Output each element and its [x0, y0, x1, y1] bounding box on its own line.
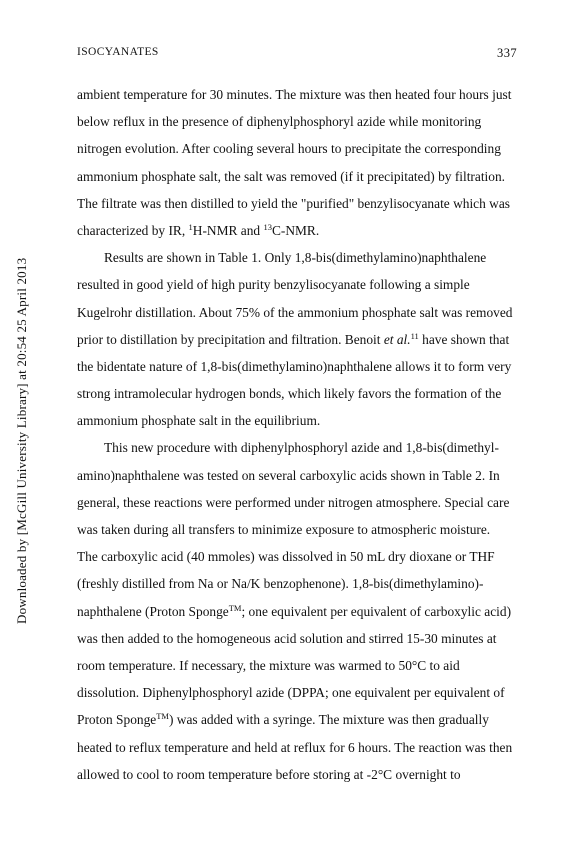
paragraph-start-line: This new procedure with diphenylphosphoryl azide and 1,8-bis(dimethyl- [104, 440, 499, 456]
text-run: C-NMR. [271, 222, 320, 238]
text-line: ambient temperature for 30 minutes. The mixture was then heated four hours just [77, 87, 512, 102]
download-watermark: Downloaded by [McGill University Library] at 20:54 25 April 2013 [14, 257, 29, 624]
text-line: dissolution. Diphenylphosphoryl azide (DPPA; one equivalent per equivalent of [77, 685, 505, 701]
page-number: 337 [497, 46, 517, 60]
text-line: room temperature. If necessary, the mixture was warmed to 50°C to aid [77, 657, 460, 673]
text-line: amino)naphthalene was tested on several carboxylic acids shown in Table 2. In [77, 467, 500, 483]
text-line: allowed to cool to room temperature before storing at -2°C overnight to [77, 766, 461, 782]
text-line: heated to reflux temperature and held at reflux for 6 hours. The reaction was then [77, 739, 513, 755]
trademark-superscript: TM [156, 711, 169, 722]
superscript: 13 [263, 221, 272, 232]
text-line: nitrogen evolution. After cooling several hours to precipitate the corresponding [77, 141, 501, 157]
text-run: ; one equivalent per equivalent of carboxylic acid) [241, 603, 512, 619]
text-line [77, 598, 517, 625]
text-run: naphthalene (Proton Sponge [77, 603, 229, 619]
text-line: Kugelrohr distillation. About 75% of the ammonium phosphate salt was removed [77, 304, 513, 320]
text-line: strong intramolecular hydrogen bonds, which likely favors the formation of the [77, 386, 502, 402]
body-text [77, 81, 517, 788]
text-line: general, these reactions were performed under nitrogen atmosphere. Special care [77, 494, 510, 510]
text-line: was taken during all transfers to minimize exposure to atmospheric moisture. [77, 522, 491, 537]
reference-superscript: 11 [410, 330, 419, 341]
text-run: H-NMR and [192, 222, 264, 238]
superscript: 1 [188, 221, 193, 232]
text-line: below reflux in the presence of diphenylphosphoryl azide while monitoring [77, 114, 482, 130]
text-line: resulted in good yield of high purity benzylisocyanate following a simple [77, 277, 470, 293]
text-line: The carboxylic acid (40 mmoles) was dissolved in 50 mL dry dioxane or THF [77, 549, 495, 565]
text-line: The filtrate was then distilled to yield the "purified" benzylisocyanate which was [77, 195, 510, 211]
italic-run: et al. [383, 331, 411, 347]
text-run: ) was added with a syringe. The mixture was then gradually [168, 712, 489, 728]
text-line [77, 217, 517, 244]
text-line: ammonium phosphate salt in the equilibrium. [77, 413, 321, 429]
text-line [77, 706, 517, 733]
text-line: the bidentate nature of 1,8-bis(dimethylamino)naphthalene allows it to form very [77, 358, 512, 374]
trademark-superscript: TM [228, 602, 242, 613]
text-run: characterized by IR, [77, 222, 189, 238]
running-title: ISOCYANATES [77, 46, 159, 58]
text-run: prior to distillation by precipitation and filtration. Benoit [77, 331, 384, 347]
text-run: have shown that [418, 331, 510, 347]
text-line: (freshly distilled from Na or Na/K benzophenone). 1,8-bis(dimethylamino)- [77, 576, 484, 592]
paragraph-start-line: Results are shown in Table 1. Only 1,8-bis(dimethylamino)naphthalene [104, 250, 487, 266]
text-line: was then added to the homogeneous acid solution and stirred 15-30 minutes at [77, 630, 497, 646]
text-line: ammonium phosphate salt, the salt was removed (if it precipitated) by filtration. [77, 168, 506, 184]
text-run: Proton Sponge [77, 712, 157, 728]
text-line [77, 326, 517, 353]
